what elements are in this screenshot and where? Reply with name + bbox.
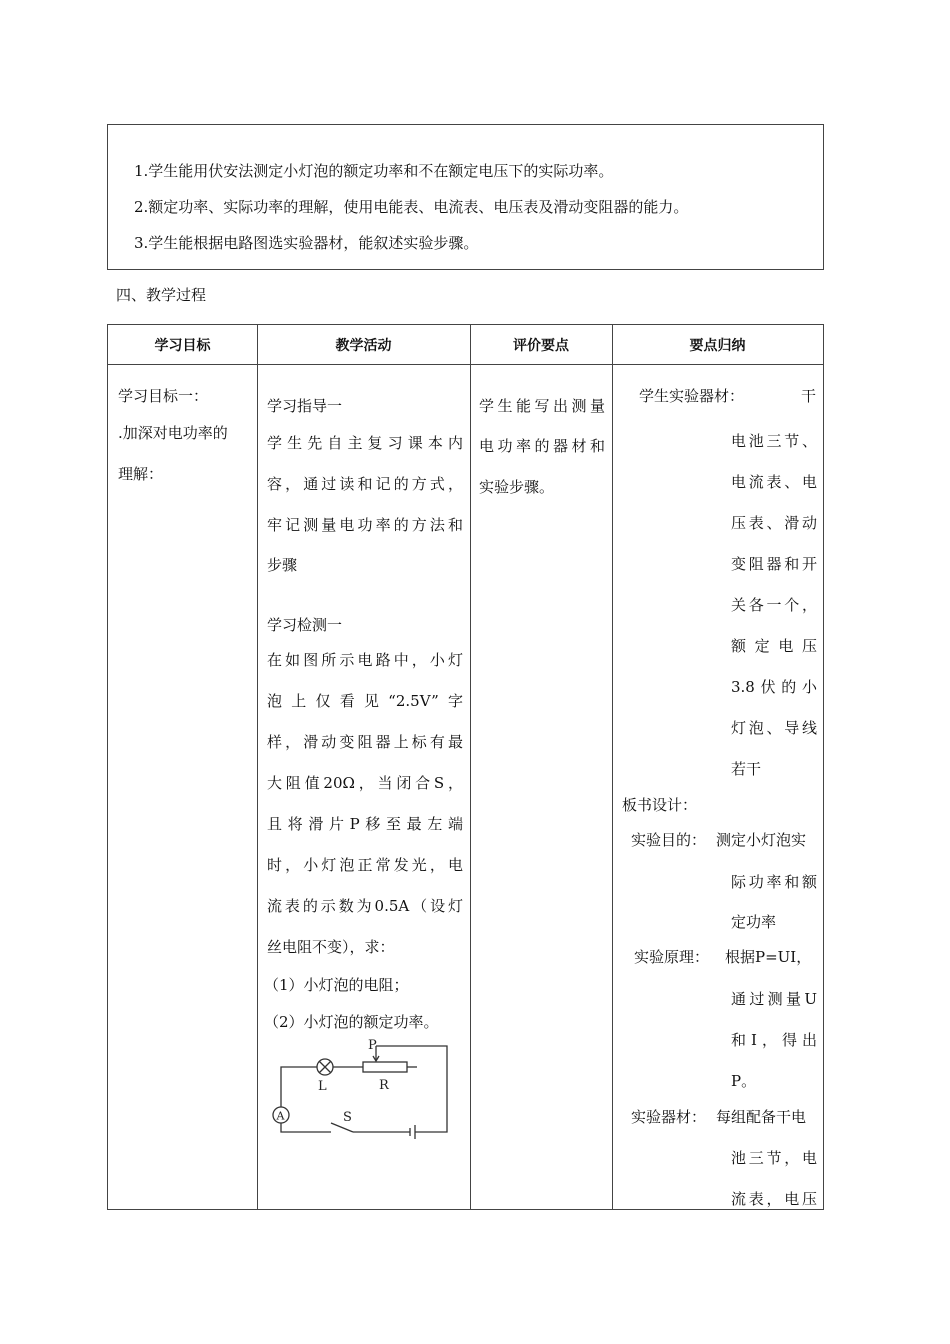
- guide-line: 学生先自主复习课本内: [267, 434, 463, 452]
- circuit-label-l: L: [318, 1079, 327, 1094]
- purpose-first: 测定小灯泡实: [716, 831, 807, 849]
- equipment-line: 电池三节、: [731, 432, 817, 450]
- board-design-title: 板书设计：: [622, 796, 698, 814]
- equipment-line: 额定电压: [731, 637, 817, 655]
- learning-goal-line: 理解：: [118, 465, 164, 483]
- circuit-diagram: [267, 1037, 462, 1157]
- principle-first: 根据P=UI，: [725, 948, 812, 966]
- equipment2-line: 池三节，电: [731, 1149, 817, 1167]
- equipment-first: 干: [801, 387, 817, 405]
- circuit-label-r: R: [379, 1078, 389, 1093]
- circuit-label-a: A: [276, 1109, 285, 1123]
- header-key-summary: 要点归纳: [689, 337, 746, 354]
- guide-title: 学习指导一: [267, 397, 343, 415]
- equipment-line: 压表、滑动: [731, 514, 817, 532]
- equipment-line: 3.8伏的小: [731, 678, 817, 696]
- column-divider: [470, 325, 471, 1209]
- teaching-process-table: [107, 324, 824, 1210]
- check-title: 学习检测一: [267, 616, 343, 634]
- problem-line: 丝电阻不变），求：: [267, 938, 395, 956]
- principle-line: 和I，得出: [731, 1031, 817, 1049]
- evaluation-line: 学生能写出测量: [479, 397, 605, 415]
- guide-line: 容，通过读和记的方式，: [267, 475, 463, 493]
- principle-line: 通过测量U: [731, 990, 817, 1008]
- equipment2-label: 实验器材：: [631, 1108, 707, 1126]
- resistor-symbol: [363, 1062, 407, 1072]
- equipment-line: 灯泡、导线: [731, 719, 817, 737]
- guide-line: 牢记测量电功率的方法和: [267, 516, 463, 534]
- objective-item-1: 1.学生能用伏安法测定小灯泡的额定功率和不在额定电压下的实际功率。: [134, 162, 614, 180]
- equipment-label: 学生实验器材：: [639, 387, 745, 405]
- equipment2-line: 流表，电压: [731, 1190, 817, 1208]
- problem-line: 时，小灯泡正常发光，电: [267, 856, 463, 874]
- evaluation-line: 实验步骤。: [479, 478, 555, 496]
- problem-line: 样，滑动变阻器上标有最: [267, 733, 463, 751]
- header-teaching-activity: 教学活动: [335, 337, 392, 354]
- principle-line: P。: [731, 1072, 757, 1090]
- principle-label: 实验原理：: [634, 948, 710, 966]
- column-divider: [257, 325, 258, 1209]
- objectives-box: [107, 124, 824, 270]
- learning-goal-line: 学习目标一：: [118, 387, 209, 405]
- question-1: （1）小灯泡的电阻；: [264, 976, 409, 994]
- evaluation-line: 电功率的器材和: [479, 437, 605, 455]
- purpose-line: 定功率: [731, 913, 777, 931]
- circuit-label-p: P: [368, 1038, 377, 1053]
- purpose-line: 际功率和额: [731, 873, 817, 891]
- guide-line: 步骤: [267, 556, 298, 574]
- purpose-label: 实验目的：: [631, 831, 707, 849]
- section-heading: 四、教学过程: [116, 286, 207, 304]
- equipment-line: 关各一个，: [731, 596, 817, 614]
- equipment-line: 若干: [731, 760, 762, 778]
- equipment-line: 变阻器和开: [731, 555, 817, 573]
- header-evaluation-points: 评价要点: [513, 337, 569, 354]
- column-divider: [612, 325, 613, 1209]
- objective-item-2: 2.额定功率、实际功率的理解，使用电能表、电流表、电压表及滑动变阻器的能力。: [134, 198, 689, 216]
- equipment-line: 电流表、电: [731, 473, 817, 491]
- circuit-label-s: S: [343, 1110, 352, 1125]
- problem-line: 流表的示数为0.5A（设灯: [267, 897, 463, 915]
- problem-line: 泡上仅看见“2.5V”字: [267, 692, 463, 710]
- equipment2-first: 每组配备干电: [716, 1108, 807, 1126]
- objective-item-3: 3.学生能根据电路图选实验器材，能叙述实验步骤。: [134, 234, 479, 252]
- problem-line: 大阻值20Ω，当闭合S，: [267, 774, 463, 792]
- header-learning-goal: 学习目标: [154, 337, 211, 354]
- header-divider: [108, 364, 823, 365]
- problem-line: 且将滑片P移至最左端: [267, 815, 463, 833]
- learning-goal-line: .加深对电功率的: [118, 424, 228, 442]
- problem-line: 在如图所示电路中，小灯: [267, 651, 463, 669]
- question-2: （2）小灯泡的额定功率。: [264, 1013, 439, 1031]
